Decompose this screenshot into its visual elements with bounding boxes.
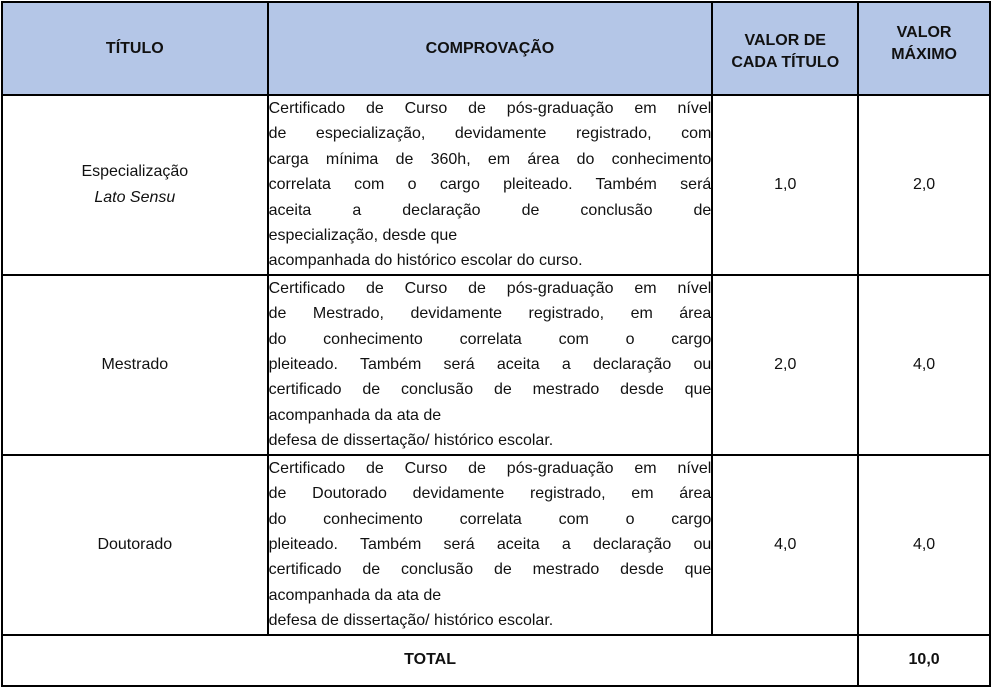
table-row [2,275,990,455]
header-value-line1: VALOR DE [744,31,826,49]
proof-line: especialização, desde que [268,227,458,245]
total-value: 10,0 [858,635,990,686]
row-max: 4,0 [858,455,990,635]
proof-line: carga mínima de 360h, em área do conhecimento [268,150,712,168]
row-proof [268,275,713,455]
proof-line: Certificado de Curso de pós-graduação em nível [268,279,712,297]
proof-line: acompanhada da ata de [268,586,442,604]
title-subtitle: Lato Sensu [94,188,176,206]
proof-line: Certificado de Curso de pós-graduação em nível [268,459,712,477]
header-max-line2: MÁXIMO [891,45,957,63]
proof-line: do conhecimento correlata com o cargo [268,510,712,528]
table-row [2,95,990,275]
proof-line: Certificado de Curso de pós-graduação em nível [268,100,712,117]
row-proof [268,95,713,275]
title-label: Doutorado [97,535,173,553]
proof-line: de especialização, devidamente registrado, com [268,125,712,143]
row-value: 2,0 [712,275,858,455]
proof-line: acompanhada do histórico escolar do curso. [268,252,583,270]
total-row [2,635,990,686]
row-value: 1,0 [712,95,858,275]
proof-line: aceita a declaração de conclusão de [268,201,712,219]
row-value: 4,0 [712,455,858,635]
row-proof [268,455,713,635]
row-max: 4,0 [858,275,990,455]
titles-score-table [1,1,991,687]
header-title: TÍTULO [2,2,268,95]
title-label: Especialização [81,162,189,180]
header-row [2,2,990,95]
proof-line: acompanhada da ata de [268,406,442,424]
proof-line: do conhecimento correlata com o cargo [268,330,712,348]
header-max-line1: VALOR [896,23,952,41]
proof-line: pleiteado. Também será aceita a declaração ou [268,356,712,374]
proof-line: de Doutorado devidamente registrado, em área [268,485,712,503]
title-label: Mestrado [101,355,169,373]
row-max: 2,0 [858,95,990,275]
proof-line: pleiteado. Também será aceita a declaração ou [268,535,712,553]
row-title [2,455,268,635]
proof-line: certificado de conclusão de mestrado desde que [268,561,712,579]
proof-line: defesa de dissertação/ histórico escolar. [268,432,554,450]
header-proof: COMPROVAÇÃO [268,2,713,95]
header-value-line2: CADA TÍTULO [731,53,840,71]
total-label: TOTAL [2,635,858,686]
header-value-each [712,2,858,95]
proof-line: correlata com o cargo pleiteado. Também será [268,176,712,194]
row-title [2,95,268,275]
row-title [2,275,268,455]
proof-line: defesa de dissertação/ histórico escolar. [268,612,554,630]
proof-line: certificado de conclusão de mestrado desde que [268,381,712,399]
header-max-value [858,2,990,95]
table-row [2,455,990,635]
proof-line: de Mestrado, devidamente registrado, em área [268,305,712,323]
